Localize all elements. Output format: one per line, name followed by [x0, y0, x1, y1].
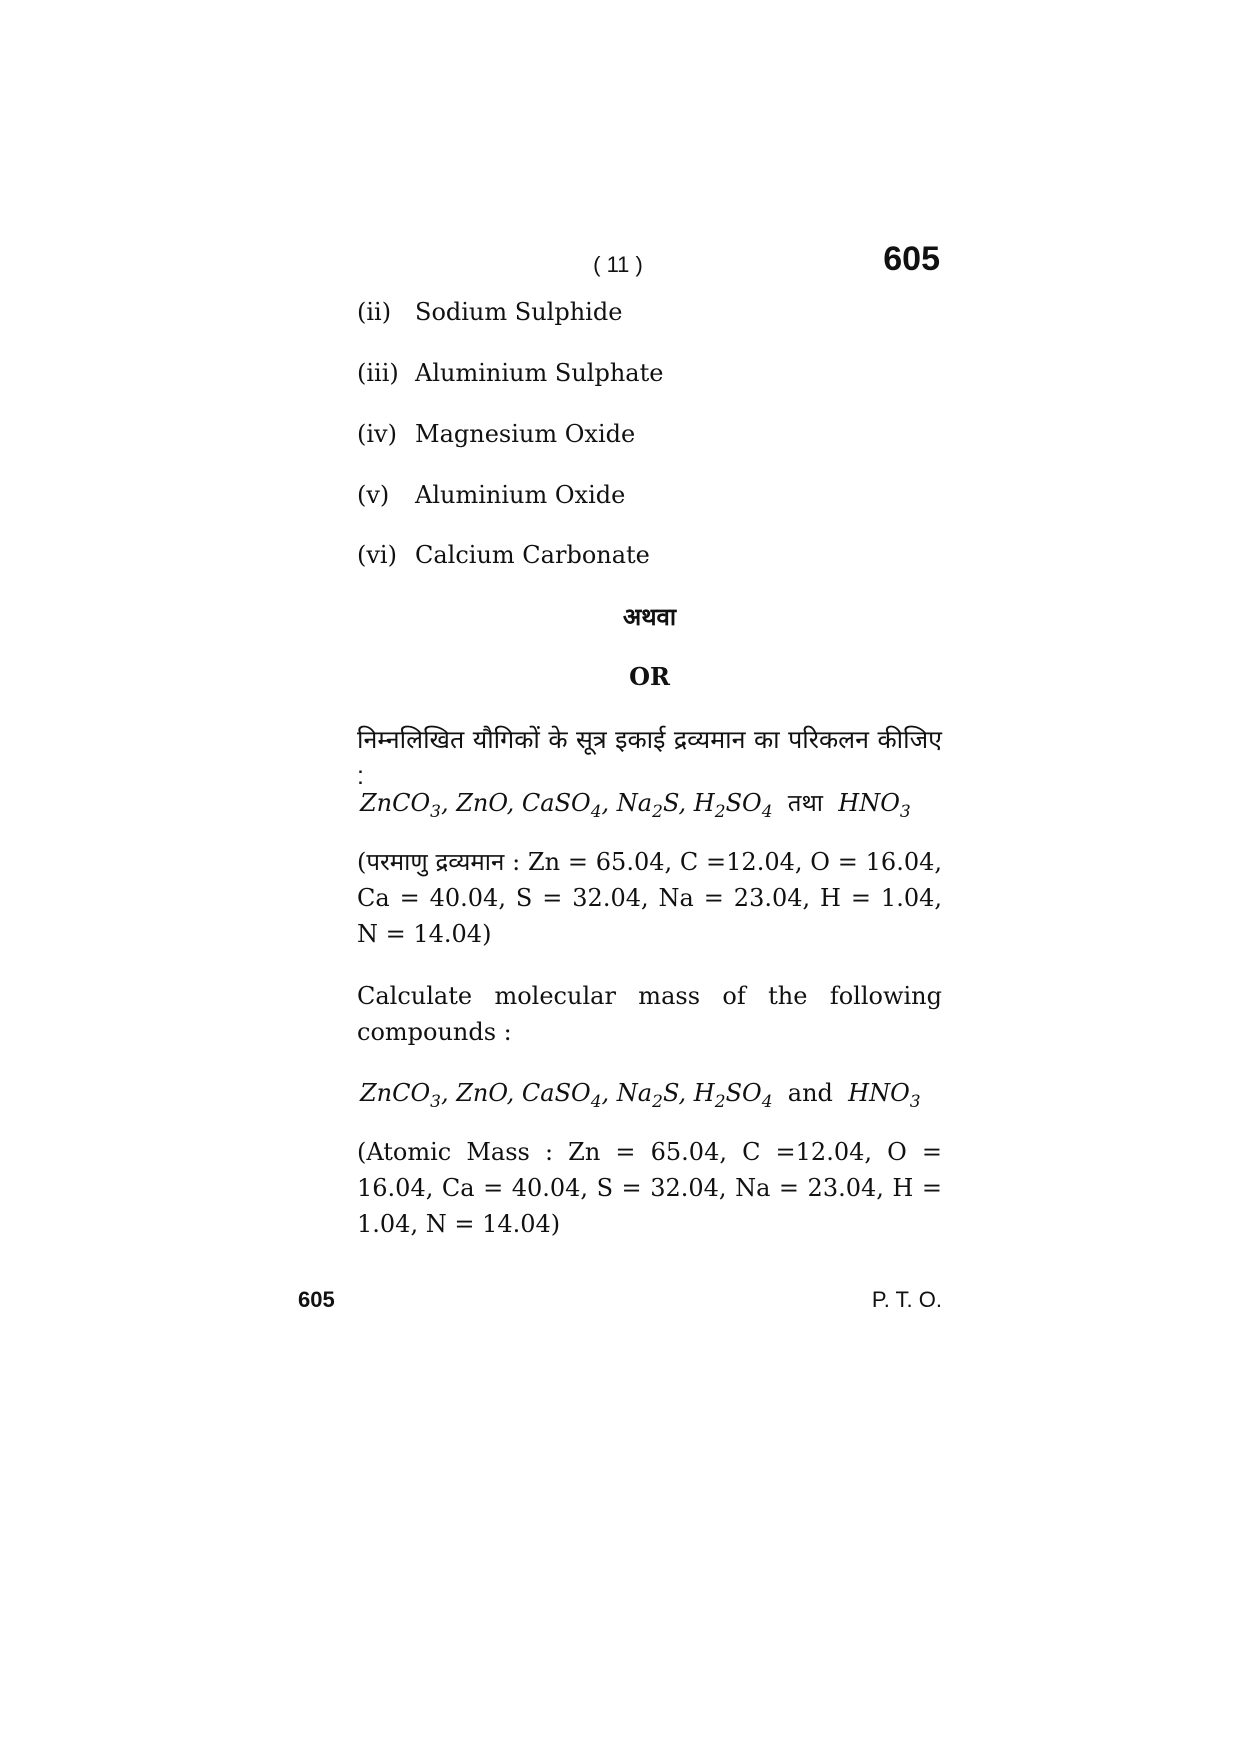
english-atomic-mass: (Atomic Mass : Zn = 65.04, C =12.04, O = 16.04, Ca = 40.04, S = 32.04, Na = 23.04, H = 1.04, N = 14.04): [357, 1138, 942, 1238]
or-heading: OR: [629, 662, 670, 691]
item-label: Calcium Carbonate: [415, 541, 650, 569]
list-item: [357, 419, 635, 449]
item-label: Aluminium Sulphate: [415, 359, 664, 387]
hindi-connector: तथा: [787, 790, 824, 817]
item-number: (iii): [357, 359, 399, 387]
paper-code-footer: 605: [298, 1287, 335, 1312]
item-number: (ii): [357, 298, 392, 326]
english-connector: and: [787, 1079, 833, 1107]
item-label: Aluminium Oxide: [415, 481, 626, 509]
hindi-compound-formulas: ZnCO$_3$, ZnO, CaSO$_4$, $Na_2S$, $H_2SO_4$ तथा $HNO_3$: [360, 789, 911, 822]
list-item: [357, 540, 650, 570]
hindi-question: निम्नलिखित यौगिकों के सूत्र इकाई द्रव्यमान का परिकलन कीजिए :: [357, 726, 942, 790]
item-label: Magnesium Oxide: [415, 420, 636, 448]
english-question: Calculate molecular mass of the following compounds :: [357, 982, 942, 1046]
item-label: Sodium Sulphide: [415, 298, 623, 326]
page-number: ( 11 ): [593, 252, 643, 277]
list-item: [357, 297, 622, 327]
item-number: (iv): [357, 420, 397, 448]
paper-code-header: 605: [883, 240, 940, 278]
or-hindi-heading: अथवा: [622, 604, 677, 631]
item-number: (vi): [357, 541, 397, 569]
english-compound-formulas: ZnCO$_3$, ZnO, CaSO$_4$, $Na_2S$, $H_2SO_4$ and $HNO_3$: [360, 1079, 921, 1112]
item-number: (v): [357, 481, 390, 509]
pto-label: P. T. O.: [871, 1287, 942, 1312]
list-item: [357, 358, 663, 388]
list-item: [357, 480, 625, 510]
hindi-atomic-mass: (परमाणु द्रव्यमान : Zn = 65.04, C =12.04, O = 16.04, Ca = 40.04, S = 32.04, Na = 23.04, H = 1.04, N = 14.04): [357, 848, 942, 948]
